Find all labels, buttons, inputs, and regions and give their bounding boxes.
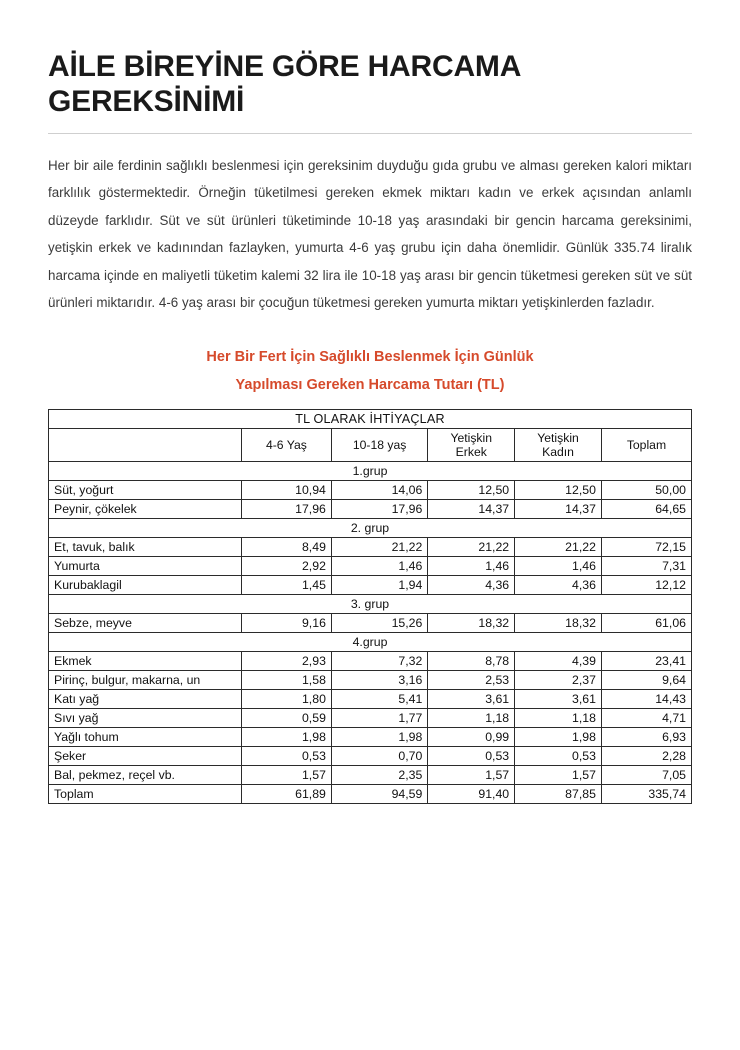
table-cell-value: 0,59 [241, 709, 331, 728]
table-cell-value: 1,46 [515, 557, 602, 576]
table-group-label: 4.grup [49, 633, 692, 652]
table-cell-value: 4,39 [515, 652, 602, 671]
table-cell-value: 3,61 [515, 690, 602, 709]
table-cell-value: 1,80 [241, 690, 331, 709]
table-cell-value: 4,71 [601, 709, 691, 728]
table-cell-value: 1,58 [241, 671, 331, 690]
table-cell-value: 9,16 [241, 614, 331, 633]
table-cell-value: 14,43 [601, 690, 691, 709]
table-cell-value: 8,49 [241, 538, 331, 557]
table-total-value: 91,40 [428, 785, 515, 804]
table-header-columns-row [49, 429, 692, 462]
table-cell-value: 0,70 [331, 747, 427, 766]
table-cell-value: 6,93 [601, 728, 691, 747]
column-header-age-10-18: 10-18 yaş [331, 429, 427, 462]
table-row [49, 652, 692, 671]
table-row [49, 500, 692, 519]
table-cell-value: 1,77 [331, 709, 427, 728]
table-cell-value: 1,57 [428, 766, 515, 785]
page-title: AİLE BİREYİNE GÖRE HARCAMA GEREKSİNİMİ [48, 50, 521, 118]
table-cell-value: 1,18 [515, 709, 602, 728]
table-cell-value: 14,37 [515, 500, 602, 519]
table-cell-value: 7,32 [331, 652, 427, 671]
table-cell-value: 2,93 [241, 652, 331, 671]
table-cell-value: 12,50 [428, 481, 515, 500]
table-row-label: Kurubaklagil [49, 576, 242, 595]
table-cell-value: 18,32 [428, 614, 515, 633]
table-cell-value: 17,96 [331, 500, 427, 519]
table-row [49, 747, 692, 766]
table-group-label: 2. grup [49, 519, 692, 538]
table-row [49, 709, 692, 728]
table-cell-value: 1,57 [241, 766, 331, 785]
table-cell-value: 3,61 [428, 690, 515, 709]
table-total-value: 61,89 [241, 785, 331, 804]
table-cell-value: 0,53 [428, 747, 515, 766]
table-cell-value: 21,22 [515, 538, 602, 557]
table-cell-value: 1,45 [241, 576, 331, 595]
table-row [49, 614, 692, 633]
table-row [49, 576, 692, 595]
table-total-row [49, 785, 692, 804]
table-row-label: Bal, pekmez, reçel vb. [49, 766, 242, 785]
table-cell-value: 0,53 [515, 747, 602, 766]
table-row [49, 671, 692, 690]
table-group-row [49, 462, 692, 481]
table-cell-value: 7,05 [601, 766, 691, 785]
table-cell-value: 8,78 [428, 652, 515, 671]
table-row-label: Yumurta [49, 557, 242, 576]
table-header-main: TL OLARAK İHTİYAÇLAR [49, 410, 692, 429]
table-row-label: Katı yağ [49, 690, 242, 709]
table-row-label: Sıvı yağ [49, 709, 242, 728]
table-cell-value: 1,98 [241, 728, 331, 747]
table-cell-value: 0,53 [241, 747, 331, 766]
table-row-label: Şeker [49, 747, 242, 766]
table-total-value: 87,85 [515, 785, 602, 804]
table-cell-value: 2,37 [515, 671, 602, 690]
table-cell-value: 1,98 [331, 728, 427, 747]
column-header-adult-female: Yetişkin Kadın [515, 429, 602, 462]
table-cell-value: 1,98 [515, 728, 602, 747]
table-group-row [49, 519, 692, 538]
table-cell-value: 4,36 [428, 576, 515, 595]
table-cell-value: 21,22 [331, 538, 427, 557]
table-cell-value: 17,96 [241, 500, 331, 519]
table-cell-value: 0,99 [428, 728, 515, 747]
table-caption [48, 343, 692, 400]
table-cell-value: 12,12 [601, 576, 691, 595]
column-header-adult-male: Yetişkin Erkek [428, 429, 515, 462]
table-row-label: Sebze, meyve [49, 614, 242, 633]
table-cell-value: 3,16 [331, 671, 427, 690]
column-header-blank [49, 429, 242, 462]
table-cell-value: 72,15 [601, 538, 691, 557]
table-total-label: Toplam [49, 785, 242, 804]
title-divider [48, 133, 692, 134]
table-row-label: Ekmek [49, 652, 242, 671]
table-cell-value: 2,28 [601, 747, 691, 766]
table-cell-value: 18,32 [515, 614, 602, 633]
table-row-label: Yağlı tohum [49, 728, 242, 747]
needs-table [48, 409, 692, 804]
table-cell-value: 10,94 [241, 481, 331, 500]
table-cell-value: 2,92 [241, 557, 331, 576]
table-row [49, 557, 692, 576]
table-group-row [49, 633, 692, 652]
table-cell-value: 14,37 [428, 500, 515, 519]
table-cell-value: 12,50 [515, 481, 602, 500]
table-cell-value: 50,00 [601, 481, 691, 500]
table-row [49, 766, 692, 785]
table-total-value: 335,74 [601, 785, 691, 804]
table-group-label: 1.grup [49, 462, 692, 481]
table-header-main-row [49, 410, 692, 429]
intro-paragraph: Her bir aile ferdinin sağlıklı beslenmesi için gereksinim duyduğu gıda grubu ve alması gereken kalori miktarı farklılık göstermektedir. Örneğin tüketilmesi gereken ekmek miktarı kadın ve erkek açısından anlamlı düzeyde farklıdır. Süt ve süt ürünleri tüketiminde 10-18 yaş arasındaki bir gencin harcama gereksinimi, yetişkin erkek ve kadınından fazlayken, yumurta 4-6 yaş grubu için daha önemlidir. Günlük 335.74 liralık harcama içinde en maliyetli tüketim kalemi 32 lira ile 10-18 yaş arası bir gencin tüketmesi gereken süt ve süt ürünleri miktarıdır. 4-6 yaş arası bir çocuğun tüketmesi gereken yumurta miktarı yetişkinlerden fazladır. [48, 158, 692, 311]
table-cell-value: 1,46 [331, 557, 427, 576]
column-header-total: Toplam [601, 429, 691, 462]
table-cell-value: 1,57 [515, 766, 602, 785]
table-row [49, 728, 692, 747]
table-cell-value: 1,46 [428, 557, 515, 576]
table-row-label: Pirinç, bulgur, makarna, un [49, 671, 242, 690]
table-cell-value: 9,64 [601, 671, 691, 690]
table-cell-value: 7,31 [601, 557, 691, 576]
table-cell-value: 21,22 [428, 538, 515, 557]
table-caption-line-1: Her Bir Fert İçin Sağlıklı Beslenmek İçin Günlük [206, 348, 534, 365]
table-cell-value: 4,36 [515, 576, 602, 595]
table-row-label: Et, tavuk, balık [49, 538, 242, 557]
table-row-label: Peynir, çökelek [49, 500, 242, 519]
table-row [49, 538, 692, 557]
table-row [49, 481, 692, 500]
table-group-row [49, 595, 692, 614]
table-total-value: 94,59 [331, 785, 427, 804]
table-cell-value: 5,41 [331, 690, 427, 709]
table-cell-value: 61,06 [601, 614, 691, 633]
table-row-label: Süt, yoğurt [49, 481, 242, 500]
table-cell-value: 14,06 [331, 481, 427, 500]
table-group-label: 3. grup [49, 595, 692, 614]
column-header-age-4-6: 4-6 Yaş [241, 429, 331, 462]
table-caption-line-2: Yapılması Gereken Harcama Tutarı (TL) [235, 377, 505, 394]
table-cell-value: 1,18 [428, 709, 515, 728]
table-cell-value: 1,94 [331, 576, 427, 595]
table-cell-value: 23,41 [601, 652, 691, 671]
table-cell-value: 2,53 [428, 671, 515, 690]
table-cell-value: 2,35 [331, 766, 427, 785]
table-row [49, 690, 692, 709]
table-cell-value: 15,26 [331, 614, 427, 633]
table-cell-value: 64,65 [601, 500, 691, 519]
